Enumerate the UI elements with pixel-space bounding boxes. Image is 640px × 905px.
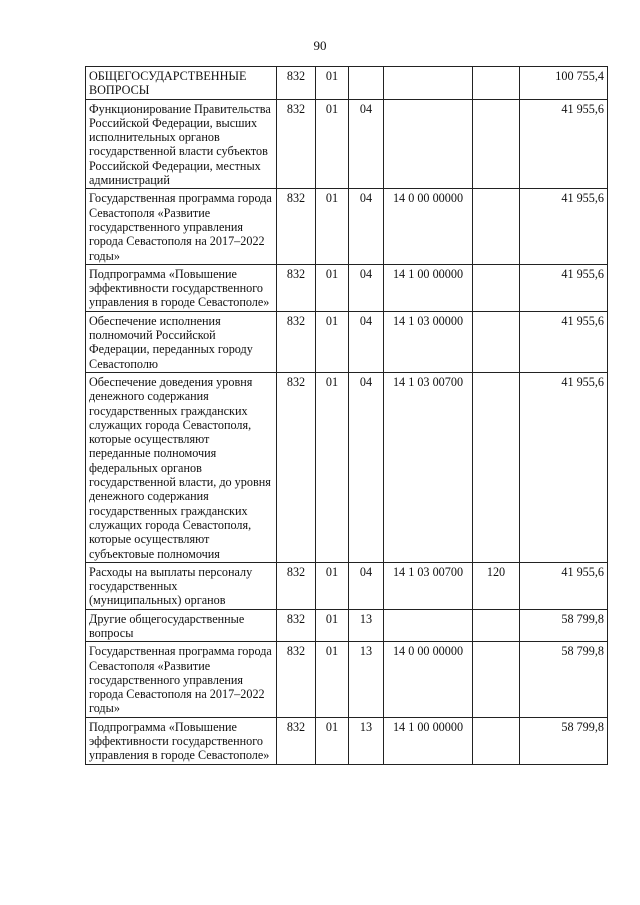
row-expense-type-cell xyxy=(473,642,520,717)
row-sum-cell: 41 955,6 xyxy=(520,99,608,189)
budget-table xyxy=(85,66,608,765)
table-row xyxy=(86,264,608,311)
row-target-article-cell: 14 1 03 00000 xyxy=(384,311,473,372)
row-subsection-cell: 04 xyxy=(349,264,384,311)
table-row xyxy=(86,609,608,642)
table-row xyxy=(86,372,608,562)
row-name-cell: Подпрограмма «Повышение эффективности государственного управления в городе Севастополе» xyxy=(86,717,277,764)
row-expense-type-cell xyxy=(473,67,520,100)
row-ministry-cell: 832 xyxy=(277,717,316,764)
row-section-cell: 01 xyxy=(316,264,349,311)
row-section-cell: 01 xyxy=(316,67,349,100)
row-sum-cell: 41 955,6 xyxy=(520,562,608,609)
row-section-cell: 01 xyxy=(316,717,349,764)
table-row xyxy=(86,99,608,189)
row-target-article-cell xyxy=(384,99,473,189)
row-expense-type-cell xyxy=(473,99,520,189)
row-ministry-cell: 832 xyxy=(277,264,316,311)
row-ministry-cell: 832 xyxy=(277,609,316,642)
row-target-article-cell: 14 0 00 00000 xyxy=(384,642,473,717)
row-section-cell: 01 xyxy=(316,609,349,642)
row-sum-cell: 100 755,4 xyxy=(520,67,608,100)
row-subsection-cell: 04 xyxy=(349,99,384,189)
row-section-cell: 01 xyxy=(316,311,349,372)
row-ministry-cell: 832 xyxy=(277,372,316,562)
row-subsection-cell: 13 xyxy=(349,609,384,642)
row-sum-cell: 41 955,6 xyxy=(520,372,608,562)
row-subsection-cell: 13 xyxy=(349,717,384,764)
table-row xyxy=(86,67,608,100)
row-subsection-cell: 13 xyxy=(349,642,384,717)
row-target-article-cell: 14 1 00 00000 xyxy=(384,717,473,764)
row-target-article-cell: 14 1 03 00700 xyxy=(384,562,473,609)
table-row xyxy=(86,311,608,372)
row-expense-type-cell: 120 xyxy=(473,562,520,609)
row-name-cell: Обеспечение исполнения полномочий Российской Федерации, переданных городу Севастополю xyxy=(86,311,277,372)
row-section-cell: 01 xyxy=(316,99,349,189)
row-expense-type-cell xyxy=(473,189,520,264)
row-name-cell: ОБЩЕГОСУДАРСТВЕННЫЕ ВОПРОСЫ xyxy=(86,67,277,100)
row-subsection-cell: 04 xyxy=(349,372,384,562)
row-target-article-cell xyxy=(384,67,473,100)
row-name-cell: Государственная программа города Севастополя «Развитие государственного управления города Севастополя на 2017–2022 годы» xyxy=(86,189,277,264)
row-sum-cell: 41 955,6 xyxy=(520,264,608,311)
row-ministry-cell: 832 xyxy=(277,99,316,189)
row-expense-type-cell xyxy=(473,264,520,311)
row-name-cell: Функционирование Правительства Российской Федерации, высших исполнительных органов государственной власти субъектов Российской Федерации, местных администраций xyxy=(86,99,277,189)
row-subsection-cell: 04 xyxy=(349,562,384,609)
row-section-cell: 01 xyxy=(316,562,349,609)
row-section-cell: 01 xyxy=(316,372,349,562)
row-ministry-cell: 832 xyxy=(277,642,316,717)
row-name-cell: Подпрограмма «Повышение эффективности государственного управления в городе Севастополе» xyxy=(86,264,277,311)
budget-table-body xyxy=(86,67,608,765)
table-row xyxy=(86,562,608,609)
row-expense-type-cell xyxy=(473,609,520,642)
row-name-cell: Государственная программа города Севастополя «Развитие государственного управления города Севастополя на 2017–2022 годы» xyxy=(86,642,277,717)
row-sum-cell: 58 799,8 xyxy=(520,717,608,764)
row-subsection-cell: 04 xyxy=(349,311,384,372)
row-ministry-cell: 832 xyxy=(277,67,316,100)
table-row xyxy=(86,189,608,264)
table-row xyxy=(86,642,608,717)
row-section-cell: 01 xyxy=(316,642,349,717)
row-sum-cell: 58 799,8 xyxy=(520,609,608,642)
row-sum-cell: 41 955,6 xyxy=(520,311,608,372)
row-target-article-cell: 14 0 00 00000 xyxy=(384,189,473,264)
table-row xyxy=(86,717,608,764)
row-name-cell: Другие общегосударственные вопросы xyxy=(86,609,277,642)
row-subsection-cell xyxy=(349,67,384,100)
page-number: 90 xyxy=(313,38,327,53)
row-sum-cell: 58 799,8 xyxy=(520,642,608,717)
row-ministry-cell: 832 xyxy=(277,562,316,609)
row-name-cell: Обеспечение доведения уровня денежного содержания государственных гражданских служащих города Севастополя, которые осуществляют переданные полномочия федеральных органов государственной власти, до уровня денежного содержания государственных гражданских служащих города Севастополя, которые осуществляют субъектовые полномочия xyxy=(86,372,277,562)
row-sum-cell: 41 955,6 xyxy=(520,189,608,264)
row-ministry-cell: 832 xyxy=(277,311,316,372)
row-target-article-cell: 14 1 00 00000 xyxy=(384,264,473,311)
row-name-cell: Расходы на выплаты персоналу государственных (муниципальных) органов xyxy=(86,562,277,609)
row-section-cell: 01 xyxy=(316,189,349,264)
row-target-article-cell: 14 1 03 00700 xyxy=(384,372,473,562)
row-expense-type-cell xyxy=(473,717,520,764)
row-expense-type-cell xyxy=(473,311,520,372)
row-ministry-cell: 832 xyxy=(277,189,316,264)
row-target-article-cell xyxy=(384,609,473,642)
row-expense-type-cell xyxy=(473,372,520,562)
row-subsection-cell: 04 xyxy=(349,189,384,264)
